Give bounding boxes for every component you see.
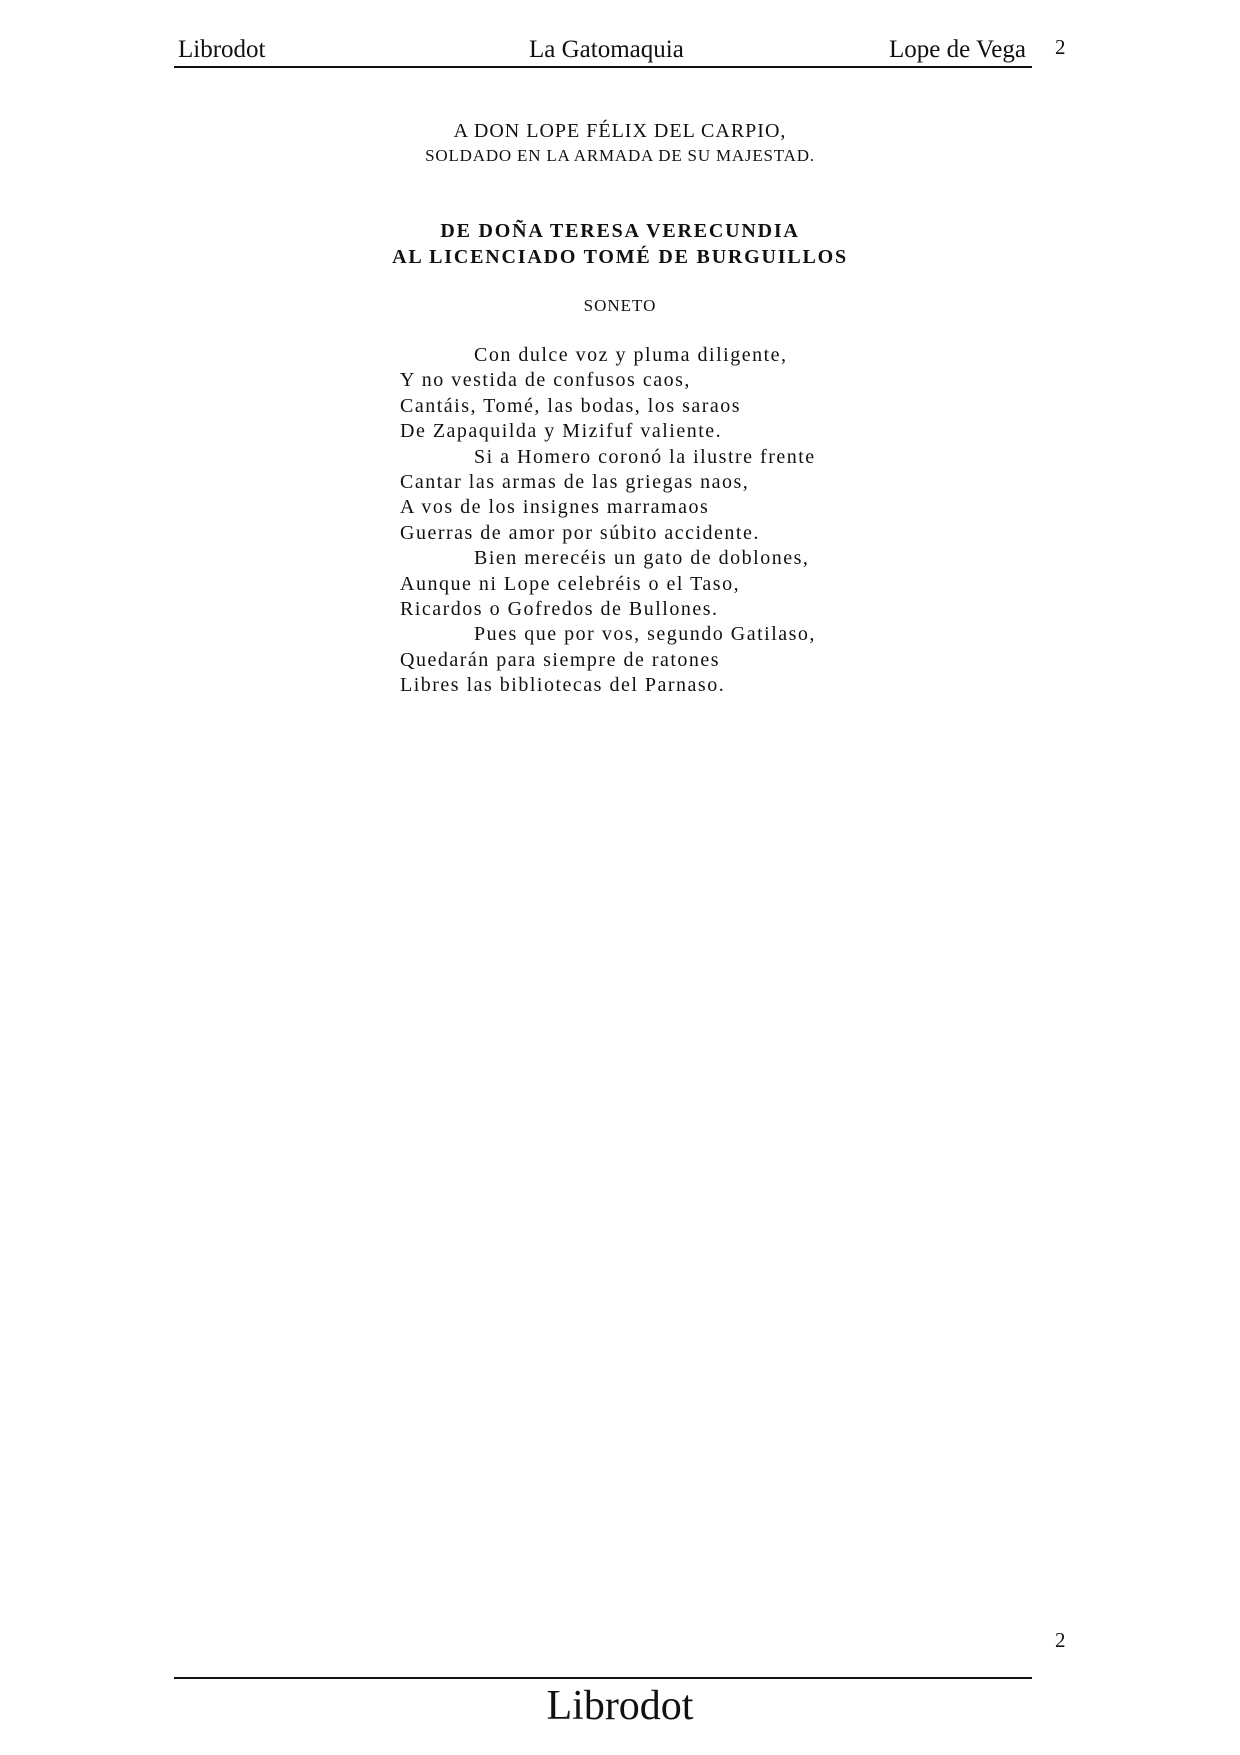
section-title-line-1: DE DOÑA TERESA VERECUNDIA (440, 220, 800, 242)
header-book-title: La Gatomaquia (529, 36, 684, 63)
footer-brand: Librodot (546, 1683, 694, 1729)
header-page-number: 2 (1055, 35, 1066, 59)
sonnet (400, 343, 960, 698)
header-site-name: Librodot (178, 36, 266, 63)
poem-line: Libres las bibliotecas del Parnaso. (400, 674, 726, 697)
dedication-line-1: A DON LOPE FÉLIX DEL CARPIO, (453, 120, 787, 142)
poem-line: Y no vestida de confusos caos, (400, 369, 691, 392)
poem-form-label: SONETO (583, 296, 657, 315)
poem-line: Bien merecéis un gato de doblones, (474, 547, 810, 570)
footer-page-number: 2 (1055, 1628, 1066, 1652)
poem-line: Quedarán para siempre de ratones (400, 648, 721, 671)
poem-line: De Zapaquilda y Mizifuf valiente. (400, 420, 723, 443)
poem-line: Aunque ni Lope celebréis o el Taso, (400, 572, 741, 595)
poem-line: Cantáis, Tomé, las bodas, los saraos (400, 394, 742, 417)
poem-line: Pues que por vos, segundo Gatilaso, (474, 623, 816, 646)
poem-line: Guerras de amor por súbito accidente. (400, 521, 760, 544)
poem-line: Cantar las armas de las griegas naos, (400, 470, 750, 493)
footer-divider (174, 1677, 1032, 1679)
section-title-line-2: AL LICENCIADO TOMÉ DE BURGUILLOS (392, 246, 848, 268)
poem-line: Ricardos o Gofredos de Bullones. (400, 597, 719, 620)
header-author: Lope de Vega (889, 36, 1026, 63)
poem-line: Con dulce voz y pluma diligente, (474, 344, 788, 366)
poem-line: Si a Homero coronó la ilustre frente (474, 445, 816, 468)
dedication-line-2: SOLDADO EN LA ARMADA DE SU MAJESTAD. (425, 146, 815, 165)
poem-line: A vos de los insignes marramaos (400, 496, 710, 519)
page-header (174, 32, 1032, 68)
